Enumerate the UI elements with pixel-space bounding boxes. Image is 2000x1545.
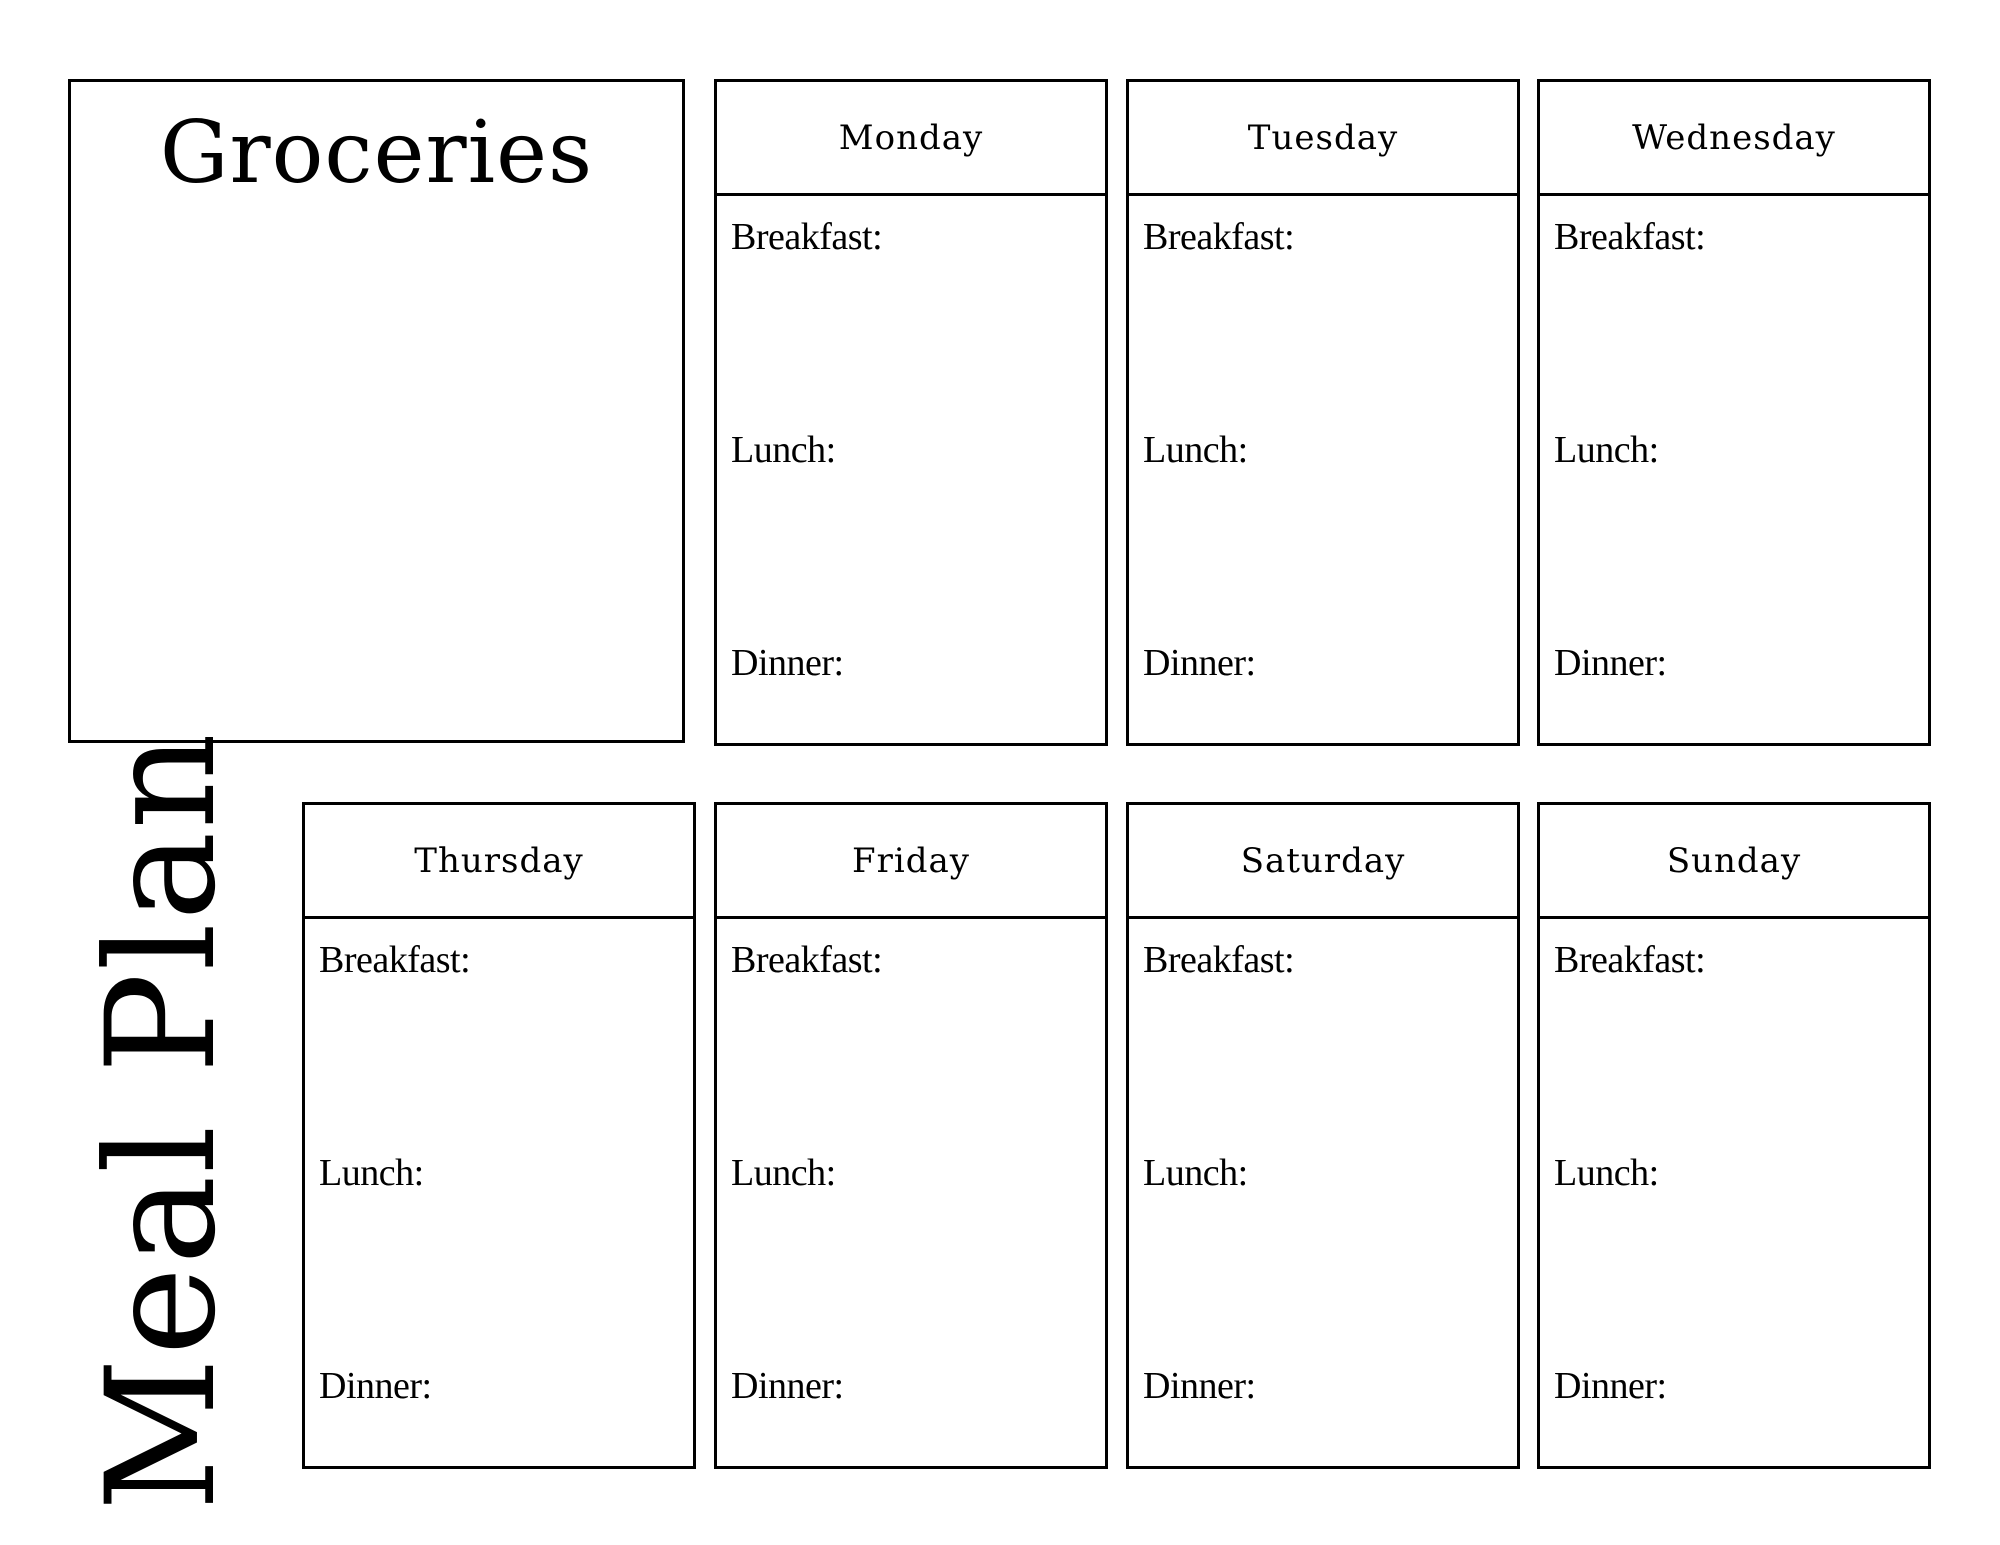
day-header-sunday: Sunday — [1540, 805, 1928, 919]
day-header-saturday: Saturday — [1129, 805, 1517, 919]
breakfast-label: Breakfast: — [1143, 216, 1295, 258]
lunch-label: Lunch: — [731, 1152, 836, 1194]
day-card-friday — [714, 802, 1108, 1469]
day-card-sunday — [1537, 802, 1931, 1469]
day-header-friday: Friday — [717, 805, 1105, 919]
day-card-thursday — [302, 802, 696, 1469]
breakfast-label: Breakfast: — [731, 939, 883, 981]
day-card-tuesday — [1126, 79, 1520, 746]
day-card-wednesday — [1537, 79, 1931, 746]
dinner-label: Dinner: — [1143, 642, 1256, 684]
breakfast-label: Breakfast: — [319, 939, 471, 981]
groceries-title: Groceries — [159, 103, 594, 203]
lunch-label: Lunch: — [731, 429, 836, 471]
dinner-label: Dinner: — [731, 642, 844, 684]
meal-plan-title-area — [75, 730, 249, 1512]
breakfast-label: Breakfast: — [1554, 939, 1706, 981]
day-header-wednesday: Wednesday — [1540, 82, 1928, 196]
breakfast-label: Breakfast: — [731, 216, 883, 258]
lunch-label: Lunch: — [1143, 1152, 1248, 1194]
day-card-saturday — [1126, 802, 1520, 1469]
meal-plan-title: Meal Plan — [75, 730, 249, 1512]
dinner-label: Dinner: — [1554, 1365, 1667, 1407]
dinner-label: Dinner: — [731, 1365, 844, 1407]
breakfast-label: Breakfast: — [1554, 216, 1706, 258]
breakfast-label: Breakfast: — [1143, 939, 1295, 981]
lunch-label: Lunch: — [319, 1152, 424, 1194]
lunch-label: Lunch: — [1143, 429, 1248, 471]
groceries-box — [68, 79, 685, 743]
day-header-tuesday: Tuesday — [1129, 82, 1517, 196]
dinner-label: Dinner: — [1554, 642, 1667, 684]
dinner-label: Dinner: — [1143, 1365, 1256, 1407]
day-header-thursday: Thursday — [305, 805, 693, 919]
lunch-label: Lunch: — [1554, 1152, 1659, 1194]
day-header-monday: Monday — [717, 82, 1105, 196]
dinner-label: Dinner: — [319, 1365, 432, 1407]
day-card-monday — [714, 79, 1108, 746]
lunch-label: Lunch: — [1554, 429, 1659, 471]
